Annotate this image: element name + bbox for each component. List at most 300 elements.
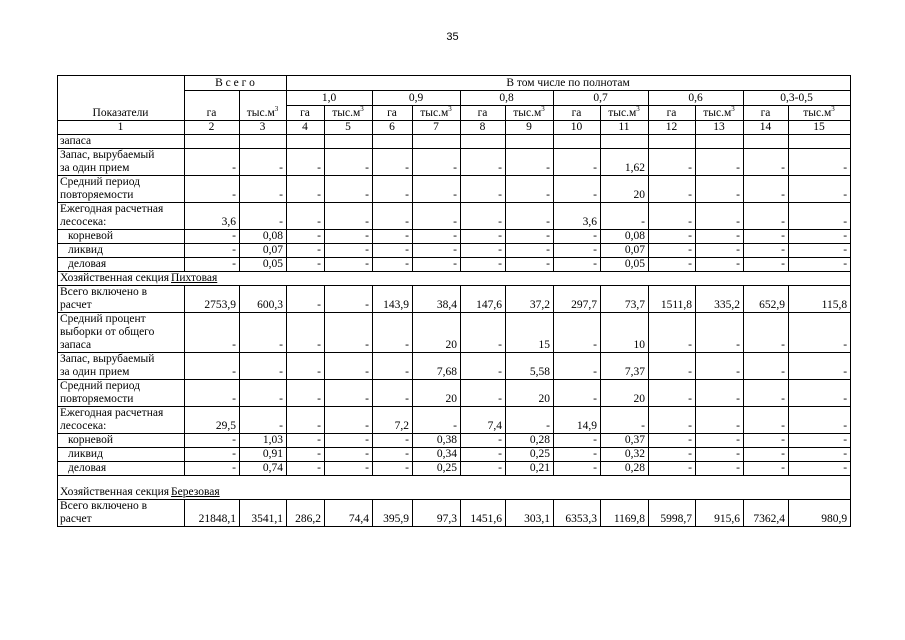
cell-value: -: [789, 313, 851, 353]
unit-m3-text: тыс.м: [608, 107, 637, 119]
cell-value: 0,38: [413, 434, 461, 448]
cell-value: -: [185, 149, 240, 176]
cell-value: -: [744, 380, 789, 407]
cell-value: 0,05: [601, 258, 649, 272]
total-m3-header: $тыс.м^3$: [240, 91, 287, 121]
cell-value: -: [461, 258, 506, 272]
unit-m3-header: [325, 106, 373, 121]
unit-m3-sup: 3: [541, 105, 545, 114]
cell-value: 7,68: [413, 353, 461, 380]
column-number: 3: [240, 121, 287, 135]
row-label: [58, 500, 185, 527]
cell-value: 37,2: [506, 286, 554, 313]
cell-value: 143,9: [373, 286, 413, 313]
cell-value: -: [554, 258, 601, 272]
unit-m3-header: [789, 106, 851, 121]
cell-value: -: [287, 230, 325, 244]
cell-value: -: [373, 448, 413, 462]
cell-value: -: [789, 230, 851, 244]
cell-value: -: [649, 203, 696, 230]
row-label-line: Всего включено в: [60, 500, 148, 512]
cell-value: 3541,1: [240, 500, 287, 527]
cell-value: 395,9: [373, 500, 413, 527]
cell-value: -: [461, 176, 506, 203]
cell-value: -: [185, 462, 240, 476]
cell-value: 15: [506, 313, 554, 353]
section-row: [58, 272, 851, 286]
unit-ha-header: га: [554, 106, 601, 121]
cell-value: -: [696, 176, 744, 203]
cell-value: [461, 135, 506, 149]
table-row: [58, 135, 851, 149]
row-label-line: Средний процент: [60, 313, 146, 325]
cell-value: -: [789, 434, 851, 448]
cell-value: 0,37: [601, 434, 649, 448]
row-label: [58, 244, 185, 258]
cell-value: -: [287, 462, 325, 476]
row-label: [58, 258, 185, 272]
cell-value: -: [240, 203, 287, 230]
unit-m3-text: тыс.м: [332, 107, 361, 119]
section-name: Пихтовая: [171, 272, 218, 284]
cell-value: [554, 135, 601, 149]
table-row: [58, 258, 851, 272]
column-number: 6: [373, 121, 413, 135]
row-label-line: лесосека:: [60, 216, 107, 228]
cell-value: -: [649, 434, 696, 448]
cell-value: 600,3: [240, 286, 287, 313]
cell-value: -: [554, 244, 601, 258]
cell-value: -: [696, 448, 744, 462]
unit-m3-sup: 3: [448, 105, 452, 114]
cell-value: -: [789, 244, 851, 258]
cell-value: -: [373, 462, 413, 476]
cell-value: 0,32: [601, 448, 649, 462]
cell-value: -: [185, 258, 240, 272]
cell-value: 29,5: [185, 407, 240, 434]
table-row: [58, 149, 851, 176]
cell-value: 0,28: [601, 462, 649, 476]
cell-value: -: [506, 230, 554, 244]
row-label-line: Средний период: [60, 380, 140, 392]
cell-value: 74,4: [325, 500, 373, 527]
cell-value: -: [744, 353, 789, 380]
cell-value: 14,9: [554, 407, 601, 434]
cell-value: -: [373, 313, 413, 353]
cell-value: -: [506, 258, 554, 272]
row-label-line: за один прием: [60, 162, 130, 174]
section-prefix: Хозяйственная секция: [60, 486, 170, 498]
cell-value: 297,7: [554, 286, 601, 313]
cell-value: 97,3: [413, 500, 461, 527]
cell-value: 0,34: [413, 448, 461, 462]
cell-value: 10: [601, 313, 649, 353]
cell-value: -: [649, 149, 696, 176]
cell-value: 0,25: [413, 462, 461, 476]
cell-value: -: [744, 258, 789, 272]
unit-ha-header: га: [373, 106, 413, 121]
cell-value: -: [554, 313, 601, 353]
cell-value: -: [744, 176, 789, 203]
cell-value: -: [789, 176, 851, 203]
cell-value: -: [554, 462, 601, 476]
cell-value: 7,4: [461, 407, 506, 434]
cell-value: -: [696, 407, 744, 434]
row-label: [58, 434, 185, 448]
unit-ha-header: га: [461, 106, 506, 121]
felling-table: [57, 75, 851, 527]
cell-value: 0,08: [601, 230, 649, 244]
density-header: 0,7: [554, 91, 649, 106]
table-row: [58, 286, 851, 313]
cell-value: -: [554, 230, 601, 244]
cell-value: -: [185, 434, 240, 448]
unit-m3-sup: 3: [636, 105, 640, 114]
cell-value: -: [413, 244, 461, 258]
unit-ha-header: га: [649, 106, 696, 121]
unit-m3-header: [413, 106, 461, 121]
cell-value: -: [601, 407, 649, 434]
table-row: [58, 448, 851, 462]
cell-value: -: [696, 149, 744, 176]
cell-value: -: [413, 203, 461, 230]
cell-value: -: [287, 244, 325, 258]
section-prefix: Хозяйственная секция: [60, 272, 170, 284]
cell-value: -: [789, 149, 851, 176]
cell-value: -: [649, 407, 696, 434]
cell-value: -: [506, 407, 554, 434]
density-header: 0,8: [461, 91, 554, 106]
cell-value: -: [461, 244, 506, 258]
row-label-line: деловая: [68, 258, 107, 270]
cell-value: -: [325, 230, 373, 244]
cell-value: 0,25: [506, 448, 554, 462]
section-row: [58, 476, 851, 500]
row-label-line: расчет: [60, 513, 92, 525]
cell-value: -: [287, 313, 325, 353]
cell-value: -: [744, 434, 789, 448]
cell-value: 20: [413, 380, 461, 407]
row-label-line: повторяемости: [60, 393, 134, 405]
cell-value: [649, 135, 696, 149]
cell-value: -: [373, 149, 413, 176]
cell-value: 20: [601, 176, 649, 203]
unit-m3-header: [601, 106, 649, 121]
unit-ha-header: га: [287, 106, 325, 121]
cell-value: -: [554, 434, 601, 448]
cell-value: -: [461, 353, 506, 380]
cell-value: 0,07: [240, 244, 287, 258]
table-row: [58, 500, 851, 527]
cell-value: 1,62: [601, 149, 649, 176]
indicators-header: Показатели: [58, 76, 185, 121]
row-label: [58, 286, 185, 313]
cell-value: -: [325, 203, 373, 230]
column-number: 10: [554, 121, 601, 135]
row-label-line: запаса: [60, 135, 92, 147]
row-label-line: повторяемости: [60, 189, 134, 201]
cell-value: -: [649, 176, 696, 203]
cell-value: -: [554, 149, 601, 176]
cell-value: -: [554, 380, 601, 407]
cell-value: 7,2: [373, 407, 413, 434]
cell-value: -: [413, 258, 461, 272]
cell-value: 1169,8: [601, 500, 649, 527]
row-label-line: лесосека:: [60, 420, 107, 432]
table-row: [58, 230, 851, 244]
row-label-line: запаса: [60, 339, 92, 351]
cell-value: -: [506, 203, 554, 230]
cell-value: -: [789, 203, 851, 230]
section-title: [58, 476, 851, 500]
cell-value: 303,1: [506, 500, 554, 527]
cell-value: -: [789, 462, 851, 476]
cell-value: -: [325, 407, 373, 434]
cell-value: 115,8: [789, 286, 851, 313]
cell-value: -: [185, 230, 240, 244]
cell-value: 0,28: [506, 434, 554, 448]
cell-value: -: [696, 434, 744, 448]
cell-value: -: [325, 244, 373, 258]
cell-value: -: [325, 448, 373, 462]
cell-value: -: [601, 203, 649, 230]
cell-value: -: [461, 313, 506, 353]
cell-value: -: [185, 244, 240, 258]
column-number: 7: [413, 121, 461, 135]
cell-value: -: [287, 286, 325, 313]
cell-value: [413, 135, 461, 149]
cell-value: -: [789, 380, 851, 407]
row-label-line: расчет: [60, 299, 92, 311]
cell-value: -: [744, 230, 789, 244]
cell-value: -: [413, 407, 461, 434]
cell-value: -: [461, 230, 506, 244]
row-label-line: ликвид: [68, 448, 103, 460]
cell-value: 6353,3: [554, 500, 601, 527]
cell-value: -: [373, 434, 413, 448]
unit-m3-sup: 3: [731, 105, 735, 114]
cell-value: -: [461, 434, 506, 448]
cell-value: -: [789, 407, 851, 434]
cell-value: -: [744, 313, 789, 353]
table-row: [58, 434, 851, 448]
cell-value: -: [287, 176, 325, 203]
unit-m3-text: тыс.м: [420, 107, 449, 119]
cell-value: -: [744, 407, 789, 434]
cell-value: -: [413, 230, 461, 244]
cell-value: -: [744, 149, 789, 176]
cell-value: -: [789, 353, 851, 380]
cell-value: -: [325, 286, 373, 313]
cell-value: -: [185, 313, 240, 353]
cell-value: 20: [413, 313, 461, 353]
cell-value: [506, 135, 554, 149]
cell-value: -: [696, 313, 744, 353]
cell-value: 980,9: [789, 500, 851, 527]
cell-value: -: [373, 353, 413, 380]
cell-value: -: [185, 380, 240, 407]
column-number: 2: [185, 121, 240, 135]
density-header: 0,6: [649, 91, 744, 106]
column-number: 11: [601, 121, 649, 135]
row-label-line: Средний период: [60, 176, 140, 188]
cell-value: -: [461, 380, 506, 407]
unit-m3-sup: 3: [360, 105, 364, 114]
column-number: 12: [649, 121, 696, 135]
cell-value: -: [649, 353, 696, 380]
density-group-header: В том числе по полнотам: [287, 76, 851, 91]
cell-value: 21848,1: [185, 500, 240, 527]
table-row: [58, 407, 851, 434]
cell-value: [185, 135, 240, 149]
cell-value: -: [461, 149, 506, 176]
cell-value: -: [325, 149, 373, 176]
cell-value: 20: [506, 380, 554, 407]
table-row: [58, 203, 851, 230]
cell-value: -: [744, 462, 789, 476]
cell-value: 5998,7: [649, 500, 696, 527]
cell-value: -: [696, 462, 744, 476]
cell-value: 20: [601, 380, 649, 407]
cell-value: 0,07: [601, 244, 649, 258]
row-label-line: Ежегодная расчетная: [60, 407, 164, 419]
table-row: [58, 353, 851, 380]
cell-value: 3,6: [185, 203, 240, 230]
cell-value: -: [789, 258, 851, 272]
row-label: [58, 462, 185, 476]
cell-value: -: [554, 176, 601, 203]
row-label-line: ликвид: [68, 244, 103, 256]
cell-value: -: [287, 258, 325, 272]
column-number: 14: [744, 121, 789, 135]
row-label-line: корневой: [68, 230, 114, 242]
total-ha-header: га: [185, 91, 240, 121]
unit-m3-text: тыс.м: [513, 107, 542, 119]
cell-value: -: [325, 313, 373, 353]
unit-ha-header: га: [744, 106, 789, 121]
cell-value: -: [240, 176, 287, 203]
cell-value: -: [240, 380, 287, 407]
page-number: 35: [446, 31, 459, 43]
row-label: [58, 149, 185, 176]
cell-value: -: [413, 176, 461, 203]
cell-value: -: [325, 258, 373, 272]
cell-value: -: [649, 313, 696, 353]
cell-value: 7,37: [601, 353, 649, 380]
row-label: [58, 203, 185, 230]
cell-value: 147,6: [461, 286, 506, 313]
cell-value: -: [461, 203, 506, 230]
row-label: [58, 135, 185, 149]
cell-value: -: [373, 244, 413, 258]
cell-value: [789, 135, 851, 149]
cell-value: -: [287, 380, 325, 407]
cell-value: -: [373, 230, 413, 244]
cell-value: 7362,4: [744, 500, 789, 527]
row-label-line: Запас, вырубаемый: [60, 149, 155, 161]
cell-value: -: [744, 448, 789, 462]
row-label-line: деловая: [68, 462, 107, 474]
cell-value: 915,6: [696, 500, 744, 527]
row-label: [58, 313, 185, 353]
column-number: 4: [287, 121, 325, 135]
cell-value: -: [325, 353, 373, 380]
column-number: 15: [789, 121, 851, 135]
cell-value: -: [789, 448, 851, 462]
density-header: 0,3-0,5: [744, 91, 851, 106]
cell-value: [240, 135, 287, 149]
cell-value: 0,74: [240, 462, 287, 476]
cell-value: -: [287, 448, 325, 462]
cell-value: 3,6: [554, 203, 601, 230]
unit-m3-text: тыс.м: [703, 107, 732, 119]
cell-value: -: [649, 258, 696, 272]
cell-value: -: [649, 462, 696, 476]
cell-value: -: [696, 244, 744, 258]
density-header: 1,0: [287, 91, 373, 106]
cell-value: -: [696, 258, 744, 272]
cell-value: -: [325, 462, 373, 476]
unit-m3-header: [506, 106, 554, 121]
cell-value: -: [325, 434, 373, 448]
cell-value: [696, 135, 744, 149]
cell-value: -: [649, 448, 696, 462]
table-row: [58, 380, 851, 407]
section-title: [58, 272, 851, 286]
cell-value: -: [554, 353, 601, 380]
row-label: [58, 448, 185, 462]
row-label: [58, 407, 185, 434]
cell-value: 73,7: [601, 286, 649, 313]
cell-value: 652,9: [744, 286, 789, 313]
cell-value: -: [744, 203, 789, 230]
cell-value: -: [649, 230, 696, 244]
total-header: В с е г о: [185, 76, 287, 91]
cell-value: -: [240, 313, 287, 353]
cell-value: -: [506, 149, 554, 176]
row-label-line: Ежегодная расчетная: [60, 203, 164, 215]
cell-value: -: [185, 448, 240, 462]
cell-value: -: [185, 176, 240, 203]
row-label: [58, 230, 185, 244]
cell-value: -: [185, 353, 240, 380]
unit-m3-text: тыс.м: [803, 107, 832, 119]
cell-value: -: [696, 380, 744, 407]
cell-value: -: [696, 230, 744, 244]
cell-value: -: [287, 149, 325, 176]
cell-value: 1511,8: [649, 286, 696, 313]
cell-value: -: [744, 244, 789, 258]
section-name: Березовая: [171, 486, 220, 498]
cell-value: 1451,6: [461, 500, 506, 527]
column-number: 9: [506, 121, 554, 135]
cell-value: -: [506, 176, 554, 203]
table-row: [58, 176, 851, 203]
column-number: 13: [696, 121, 744, 135]
cell-value: 38,4: [413, 286, 461, 313]
cell-value: -: [649, 244, 696, 258]
unit-m3-sup: 3: [831, 105, 835, 114]
cell-value: 286,2: [287, 500, 325, 527]
column-number: 8: [461, 121, 506, 135]
cell-value: -: [373, 203, 413, 230]
table-row: [58, 462, 851, 476]
row-label: [58, 353, 185, 380]
cell-value: -: [287, 407, 325, 434]
cell-value: [287, 135, 325, 149]
cell-value: -: [240, 407, 287, 434]
row-label-line: выборки от общего: [60, 326, 155, 338]
